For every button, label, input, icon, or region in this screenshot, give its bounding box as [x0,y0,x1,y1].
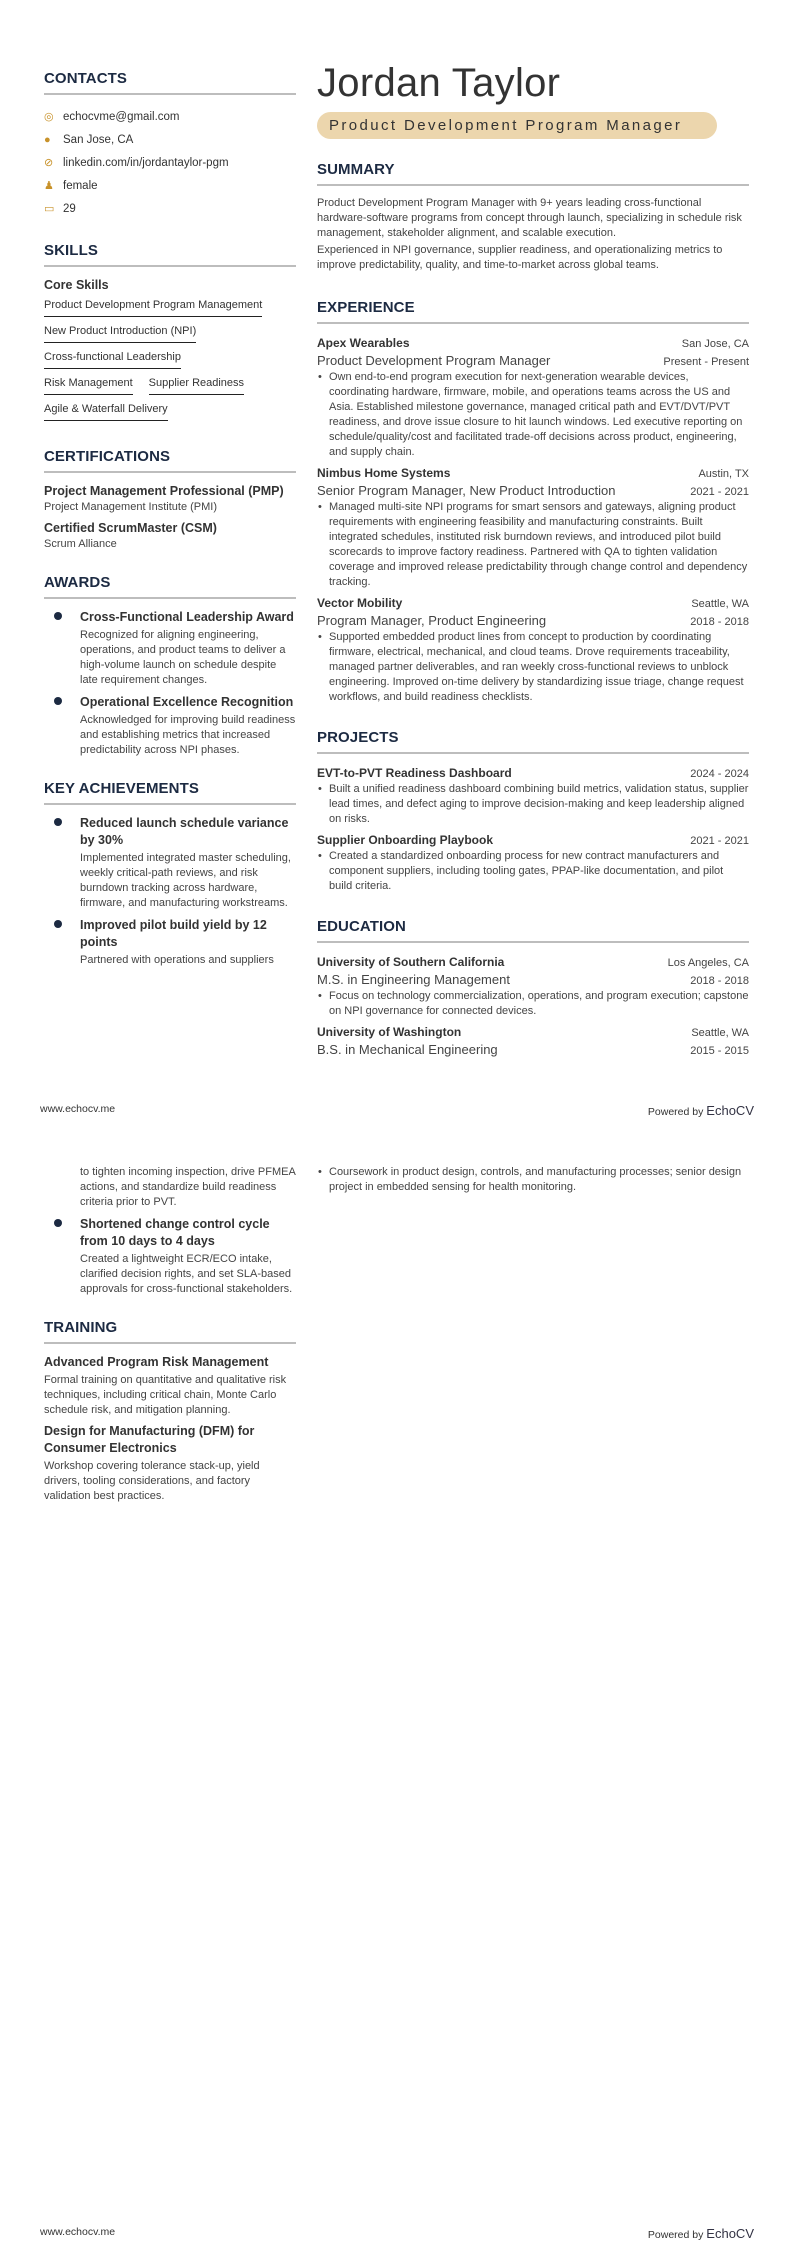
projects-list [317,764,749,894]
powered-by [648,2226,754,2241]
contact-linkedin[interactable] [44,151,296,174]
right-column-continued [317,1165,749,1199]
bullet-dot-icon [44,1216,80,1297]
bullet-dot-icon [44,917,80,968]
skill-tag: Risk Management [44,374,133,395]
summary-text: Product Development Program Manager with 9+ years leading cross-functional hardware-software programs from concept through launch, specializing in schedule risk management, stakeholder alignment, and scalable execution. [317,197,742,239]
achievement-item [44,815,296,911]
training-list [44,1354,296,1504]
job-location: San Jose, CA [681,338,749,350]
contact-email[interactable] [44,105,296,128]
award-title: Cross-Functional Leadership Award [80,610,294,624]
contacts-list [44,105,296,220]
school-location: Seattle, WA [691,1027,749,1039]
company-name: Vector Mobility [317,596,403,610]
degree: B.S. in Mechanical Engineering [317,1042,498,1057]
job-bullet: • Supported embedded product lines from concept to production by coordinating firmware, electrical, mechanical, and cloud teams. Drove requirements traceability, managed partner deliverables, and ran weekly cross-functional reviews to unblock engineering. Improved on-time delivery by standardizing issue triage, change request workflows, and build readiness checklists. [317,630,749,705]
skill-tag: New Product Introduction (NPI) [44,322,196,343]
experience-entry [317,594,749,705]
page-footer [40,1103,754,1118]
achievement-desc: Implemented integrated master scheduling, weekly critical-path reviews, and risk burndown tracking across hardware, firmware, and manufacturing workstreams. [80,852,291,909]
achievement-item [44,917,296,968]
powered-by-text: Powered by [647,1106,704,1118]
job-dates: 2018 - 2018 [690,616,749,628]
project-entry [317,764,749,827]
education-entry [317,953,749,1019]
education-dates: 2018 - 2018 [690,975,749,987]
project-name: Supplier Onboarding Playbook [317,833,494,847]
job-location: Seattle, WA [691,598,749,610]
school-name: University of Washington [317,1025,462,1039]
achievements-heading: KEY ACHIEVEMENTS [44,780,296,805]
skill-tag: Product Development Program Management [44,296,262,317]
job-location: Austin, TX [698,468,749,480]
contact-text: linkedin.com/in/jordantaylor-pgm [63,156,229,169]
achievement-title: Shortened change control cycle from 10 days to 4 days [80,1217,270,1248]
project-bullet: • Created a standardized onboarding process for new contract manufacturers and component suppliers, including tooling gates, PPAP-like documentation, and pilot build criteria. [317,849,749,894]
award-desc: Acknowledged for improving build readiness and establishing metrics that increased predictability across NPI phases. [80,714,296,756]
right-column [317,60,749,1059]
experience-list [317,334,749,705]
training-heading: TRAINING [44,1319,296,1344]
achievement-desc: Created a lightweight ECR/ECO intake, clarified decision rights, and set SLA-based approvals for cross-functional stakeholders. [80,1253,293,1295]
resume-page-2 [0,1123,794,2246]
job-bullet: • Managed multi-site NPI programs for smart sensors and gateways, aligning product requirements with engineering feasibility and manufacturing constraints. Built integrated schedules, instituted risk burndown reviews, and introduced pilot build scorecards to improve factory readiness. Partnered with QA to tighten validation coverage and improved release predictability through change control and dependency tracking. [317,500,749,590]
education-bullet: • Coursework in product design, controls, and manufacturing processes; senior design project in embedded sensing for health monitoring. [317,1165,749,1195]
job-dates: Present - Present [663,356,749,368]
skills-group-title: Core Skills [44,278,109,292]
experience-heading: EXPERIENCE [317,299,749,324]
education-heading: EDUCATION [317,918,749,943]
contact-text: San Jose, CA [63,133,134,146]
contact-text: echocvme@gmail.com [63,110,180,123]
experience-entry [317,334,749,460]
project-name: EVT-to-PVT Readiness Dashboard [317,766,512,780]
school-name: University of Southern California [317,955,505,969]
certifications-heading: CERTIFICATIONS [44,448,296,473]
left-column [44,70,296,974]
achievement-title: Reduced launch schedule variance by 30% [80,816,289,847]
training-desc: Workshop covering tolerance stack-up, yield drivers, tooling considerations, and factory validation best practices. [44,1460,260,1502]
skill-tag: Agile & Waterfall Delivery [44,400,168,421]
link-icon: ⊘ [44,157,54,169]
contact-age [44,197,296,220]
powered-by [648,1103,754,1118]
award-desc: Recognized for aligning engineering, operations, and product teams to deliver a high-volume launch on schedule despite late requirement changes. [80,629,286,686]
location-pin-icon: ● [44,133,51,146]
award-item [44,694,296,758]
brand-logo: EchoCV [706,2226,754,2241]
degree: M.S. in Engineering Management [317,972,510,987]
education-bullet: • Focus on technology commercialization, operations, and program execution; capstone on NPI governance for connected devices. [317,989,749,1019]
skill-tag: Cross-functional Leadership [44,348,181,369]
awards-list [44,609,296,758]
skills-list [44,296,296,426]
skills-heading: SKILLS [44,242,296,267]
achievement-title: Improved pilot build yield by 12 points [80,918,267,949]
footer-site-link[interactable]: www.echocv.me [40,1103,116,1115]
summary-heading: SUMMARY [317,161,749,186]
left-column-continued [44,1165,296,1504]
contact-location [44,128,296,151]
calendar-icon: ▭ [44,203,55,215]
job-bullet: • Own end-to-end program execution for next-generation wearable devices, coordinating hardware, firmware, mobile, and operations teams across the US and Asia. Established milestone governance, managed critical path and EVT/DVT/PVT readiness, and drove issue closure to hit launch windows. Led executive reporting on schedule/quality/cost and facilitated trade-off decisions across product, engineering, and supply chain. [317,370,749,460]
contact-text: 29 [63,202,76,215]
cert-issuer: Project Management Institute (PMI) [44,501,218,513]
bullet-dot-icon [44,694,80,758]
project-bullet: • Built a unified readiness dashboard combining build metrics, validation status, supplier lead times, and defect aging to improve decision-making and keep leadership aligned on risks. [317,782,749,827]
skill-tag: Supplier Readiness [149,374,244,395]
awards-heading: AWARDS [44,574,296,599]
cert-name: Certified ScrumMaster (CSM) [44,521,217,535]
cert-issuer: Scrum Alliance [44,538,117,550]
achievements-list [44,815,296,968]
project-entry [317,831,749,894]
at-icon: ◎ [44,111,54,123]
training-title: Design for Manufacturing (DFM) for Consumer Electronics [44,1424,255,1455]
award-item [44,609,296,688]
achievement-desc: to tighten incoming inspection, drive PFMEA actions, and standardize build readiness criteria prior to PVT. [80,1166,296,1208]
training-desc: Formal training on quantitative and qualitative risk techniques, including critical chain, Monte Carlo schedule risk, and mitigation planning. [44,1374,287,1416]
contacts-heading: CONTACTS [44,70,296,95]
bullet-dot-icon [44,815,80,911]
achievement-item-continued [44,1165,296,1210]
contact-gender [44,174,296,197]
summary-text: Experienced in NPI governance, supplier readiness, and operationalizing metrics to improve predictability, quality, and time-to-market across global teams. [317,244,723,271]
cert-name: Project Management Professional (PMP) [44,484,284,498]
candidate-name: Jordan Taylor [317,61,561,105]
page-footer [40,2226,754,2241]
contact-text: female [63,179,98,192]
job-dates: 2021 - 2021 [690,486,749,498]
award-title: Operational Excellence Recognition [80,695,294,709]
education-entry [317,1023,749,1059]
person-icon: ♟ [44,180,54,192]
project-dates: 2024 - 2024 [690,768,749,780]
education-dates: 2015 - 2015 [690,1045,749,1057]
job-role: Senior Program Manager, New Product Introduction [317,483,616,498]
education-list [317,953,749,1059]
powered-by-text: Powered by [647,2229,704,2241]
training-title: Advanced Program Risk Management [44,1355,269,1369]
brand-logo: EchoCV [706,1103,754,1118]
company-name: Nimbus Home Systems [317,466,451,480]
achievement-desc: Partnered with operations and suppliers [80,954,274,966]
job-role: Program Manager, Product Engineering [317,613,547,628]
certifications-list [44,483,296,552]
job-title-badge: Product Development Program Manager [317,112,717,139]
experience-entry [317,464,749,590]
projects-heading: PROJECTS [317,729,749,754]
footer-site-link[interactable]: www.echocv.me [40,2226,116,2238]
job-role: Product Development Program Manager [317,353,551,368]
bullet-dot-icon [44,609,80,688]
company-name: Apex Wearables [317,336,410,350]
achievement-item [44,1216,296,1297]
project-dates: 2021 - 2021 [690,835,749,847]
school-location: Los Angeles, CA [667,957,749,969]
